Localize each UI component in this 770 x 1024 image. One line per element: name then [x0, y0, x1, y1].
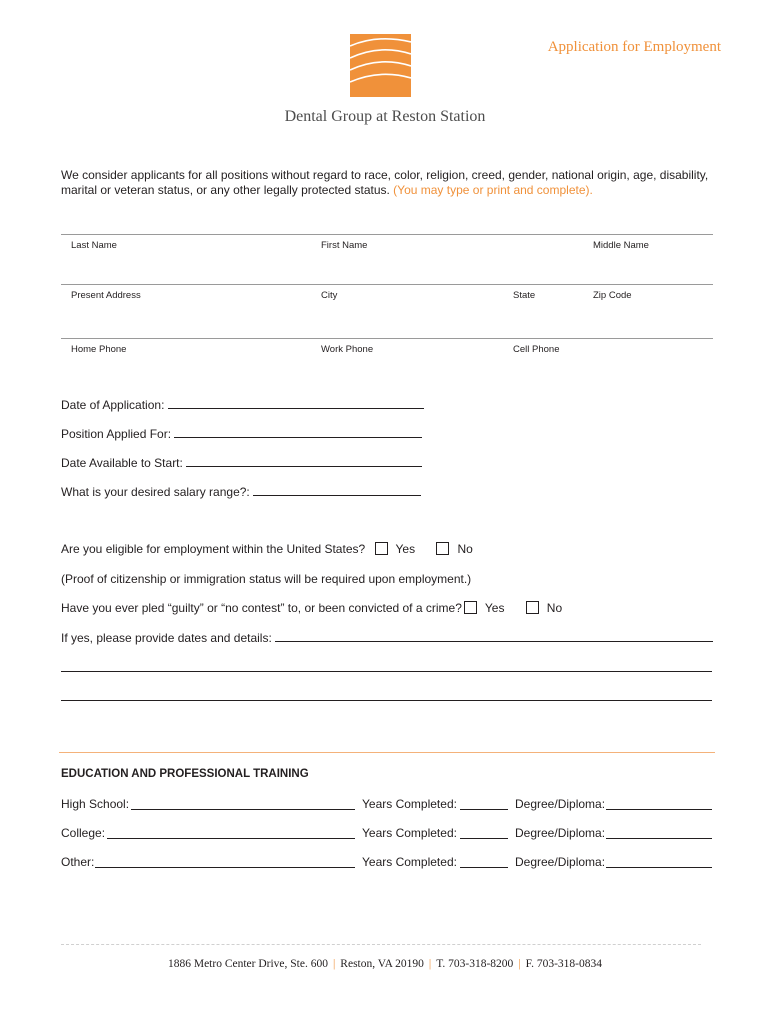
eligibility-question-row: [61, 542, 473, 556]
conviction-question-row: [61, 601, 562, 615]
cell-phone-label: Cell Phone: [513, 344, 560, 355]
details-input-line-2[interactable]: [61, 671, 712, 672]
date-of-application-field: [61, 397, 424, 412]
position-applied-label: Position Applied For:: [61, 427, 172, 441]
proof-note: (Proof of citizenship or immigration status will be required upon employment.): [61, 572, 472, 586]
equal-opportunity-statement: [61, 168, 721, 198]
present-address-label: Present Address: [71, 290, 141, 301]
education-section-title: EDUCATION AND PROFESSIONAL TRAINING: [61, 768, 309, 780]
footer-phone: T. 703-318-8200: [436, 958, 514, 970]
other-degree-label: Degree/Diploma:: [515, 855, 606, 869]
conviction-question: Have you ever pled “guilty” or “no contest” to, or been convicted of a crime?: [61, 601, 462, 615]
education-section-divider: [59, 752, 715, 753]
document-title: Application for Employment: [547, 39, 721, 55]
date-of-application-input[interactable]: [168, 397, 424, 409]
position-applied-field: [61, 426, 422, 441]
date-available-input[interactable]: [186, 455, 422, 467]
footer-fax: F. 703-318-0834: [525, 958, 603, 970]
other-degree-input[interactable]: [606, 856, 712, 868]
other-years-input[interactable]: [460, 856, 508, 868]
college-years-input[interactable]: [460, 827, 508, 839]
other-label: Other:: [61, 855, 95, 869]
footer-city: Reston, VA 20190: [340, 958, 424, 970]
brand-name: Dental Group at Reston Station: [284, 108, 486, 125]
high-school-years-input[interactable]: [460, 798, 508, 810]
details-label: If yes, please provide dates and details:: [61, 631, 272, 645]
intro-text: We consider applicants for all positions without regard to race, color, religion, creed, gender, national origin, age, disability, marital or veteran status, or any other legally protected status.: [61, 168, 709, 197]
home-phone-label: Home Phone: [71, 344, 127, 355]
eligibility-yes-checkbox[interactable]: [375, 542, 388, 555]
college-input[interactable]: [107, 827, 355, 839]
date-available-field: [61, 455, 422, 470]
zip-code-label: Zip Code: [593, 290, 632, 301]
high-school-label: High School:: [61, 797, 130, 811]
position-applied-input[interactable]: [174, 426, 422, 438]
college-label: College:: [61, 826, 106, 840]
high-school-input[interactable]: [131, 798, 355, 810]
middle-name-label: Middle Name: [593, 240, 649, 251]
high-school-degree-input[interactable]: [606, 798, 712, 810]
conviction-yes-checkbox[interactable]: [464, 601, 477, 614]
desired-salary-label: What is your desired salary range?:: [61, 485, 250, 499]
details-input-line-1[interactable]: [275, 630, 713, 642]
high-school-degree-label: Degree/Diploma:: [515, 797, 606, 811]
company-logo: [350, 34, 411, 97]
work-phone-label: Work Phone: [321, 344, 374, 355]
phone-top-rule: [61, 338, 713, 339]
footer-separator: |: [518, 958, 521, 970]
address-top-rule: [61, 284, 713, 285]
footer-separator: |: [332, 958, 336, 970]
other-years-label: Years Completed:: [362, 855, 457, 869]
details-input-line-3[interactable]: [61, 700, 712, 701]
college-years-label: Years Completed:: [362, 826, 457, 840]
eligibility-no-label: No: [457, 542, 473, 556]
other-input[interactable]: [95, 856, 355, 868]
date-of-application-label: Date of Application:: [61, 398, 165, 412]
details-field: [61, 630, 713, 645]
college-degree-input[interactable]: [606, 827, 712, 839]
conviction-yes-label: Yes: [484, 601, 505, 615]
college-degree-label: Degree/Diploma:: [515, 826, 606, 840]
conviction-no-label: No: [546, 601, 563, 615]
desired-salary-input[interactable]: [253, 484, 421, 496]
first-name-label: First Name: [321, 240, 368, 251]
desired-salary-field: [61, 484, 421, 499]
footer-divider: [61, 944, 701, 945]
footer-contact: [0, 958, 770, 970]
date-available-label: Date Available to Start:: [61, 456, 183, 470]
name-top-rule: [61, 234, 713, 235]
eligibility-question: Are you eligible for employment within the United States?: [61, 542, 366, 556]
intro-note: (You may type or print and complete).: [393, 183, 593, 197]
state-label: State: [513, 290, 536, 301]
high-school-years-label: Years Completed:: [362, 797, 457, 811]
city-label: City: [321, 290, 338, 301]
last-name-label: Last Name: [71, 240, 117, 251]
footer-separator: |: [428, 958, 432, 970]
eligibility-yes-label: Yes: [395, 542, 416, 556]
footer-address: 1886 Metro Center Drive, Ste. 600: [167, 958, 328, 970]
conviction-no-checkbox[interactable]: [526, 601, 539, 614]
eligibility-no-checkbox[interactable]: [436, 542, 449, 555]
